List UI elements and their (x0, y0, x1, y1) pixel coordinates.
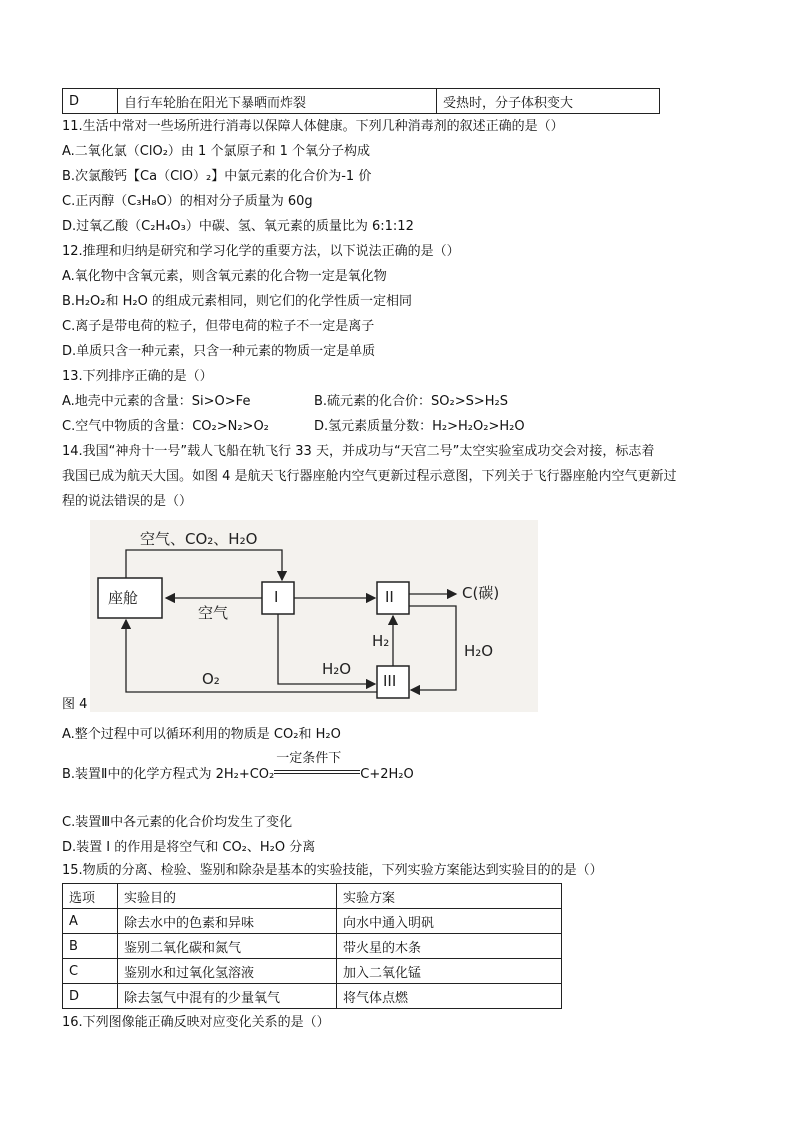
table-cell: D (63, 984, 118, 1009)
table-cell-phenomenon: 自行车轮胎在阳光下暴晒而炸裂 (118, 89, 437, 114)
arrow-3-to-cabin (126, 620, 377, 692)
header-option: 选项 (63, 884, 118, 909)
label-air-co2-h2o: 空气、CO₂、H₂O (140, 530, 258, 548)
q14-option-d: D.装置 I 的作用是将空气和 CO₂、H₂O 分离 (62, 840, 316, 855)
q14-stem-line3: 程的说法错误的是（） (62, 494, 193, 509)
q13-option-c: C.空气中物质的含量：CO₂>N₂>O₂ (62, 419, 269, 434)
header-purpose: 实验目的 (118, 884, 337, 909)
table-row (63, 89, 660, 114)
q13-option-d: D.氢元素质量分数：H₂>H₂O₂>H₂O (314, 419, 525, 434)
table-row (63, 959, 562, 984)
q14-option-a: A.整个过程中可以循环利用的物质是 CO₂和 H₂O (62, 727, 341, 742)
q14-stem-line2: 我国已成为航天大国。如图 4 是航天飞行器座舱内空气更新过程示意图，下列关于飞行器座舱内空气更新过 (62, 469, 677, 484)
reaction-condition: 一定条件下 (276, 751, 342, 766)
table-row (63, 934, 562, 959)
table-cell-explanation: 受热时，分子体积变大 (437, 89, 660, 114)
table-cell: B (63, 934, 118, 959)
header-plan: 实验方案 (337, 884, 562, 909)
label-device-3: III (383, 672, 397, 690)
q11-option-b: B.次氯酸钙【Ca（ClO）₂】中氯元素的化合价为-1 价 (62, 169, 372, 184)
table-cell: 向水中通入明矾 (337, 909, 562, 934)
table-cell: 鉴别水和过氧化氢溶液 (118, 959, 337, 984)
arrow-2-to-3 (409, 606, 456, 690)
table-cell: 除去水中的色素和异味 (118, 909, 337, 934)
q12-option-c: C.离子是带电荷的粒子，但带电荷的粒子不一定是离子 (62, 319, 375, 334)
figure-4-caption: 图 4 (62, 697, 88, 712)
table-cell: 除去氢气中混有的少量氧气 (118, 984, 337, 1009)
table-cell-option: D (63, 89, 118, 114)
reaction-condition-arrow (274, 751, 360, 784)
table-cell: 鉴别二氧化碳和氮气 (118, 934, 337, 959)
table-cell: C (63, 959, 118, 984)
figure-4-diagram (90, 520, 538, 712)
table-row (63, 984, 562, 1009)
label-device-1: I (274, 588, 279, 606)
q14-stem-line1: 14.我国“神舟十一号”载人飞船在轨飞行 33 天，并成功与“天宫二号”太空实验室成功交会对接，标志着 (62, 444, 655, 459)
q11-stem: 11.生活中常对一些场所进行消毒以保障人体健康。下列几种消毒剂的叙述正确的是（） (62, 119, 564, 134)
q13-option-a: A.地壳中元素的含量：Si>O>Fe (62, 394, 251, 409)
q13-stem: 13.下列排序正确的是（） (62, 369, 213, 384)
q12-option-d: D.单质只含一种元素，只含一种元素的物质一定是单质 (62, 344, 376, 359)
label-device-2: II (385, 588, 394, 606)
q16-stem: 16.下列图像能正确反映对应变化关系的是（） (62, 1015, 330, 1030)
top-table (62, 88, 660, 114)
label-h2o-right: H₂O (464, 642, 494, 660)
table-header-row (63, 884, 562, 909)
label-o2: O₂ (202, 670, 220, 688)
q14-option-b (62, 751, 414, 784)
table-cell: A (63, 909, 118, 934)
q12-option-b: B.H₂O₂和 H₂O 的组成元素相同，则它们的化学性质一定相同 (62, 294, 412, 309)
q11-option-a: A.二氧化氯（ClO₂）由 1 个氯原子和 1 个氧分子构成 (62, 144, 371, 159)
q11-option-d: D.过氧乙酸（C₂H₄O₃）中碳、氢、氧元素的质量比为 6:1:12 (62, 219, 414, 234)
table-cell: 将气体点燃 (337, 984, 562, 1009)
q12-stem: 12.推理和归纳是研究和学习化学的重要方法，以下说法正确的是（） (62, 244, 460, 259)
label-air: 空气 (198, 604, 229, 622)
q14-option-b-prefix: B.装置Ⅱ中的化学方程式为 2H₂+CO₂ (62, 767, 275, 782)
q14-option-b-suffix: C+2H₂O (360, 767, 414, 782)
q14-option-c: C.装置Ⅲ中各元素的化合价均发生了变化 (62, 815, 293, 830)
q15-table (62, 883, 562, 1009)
q13-option-b: B.硫元素的化合价：SO₂>S>H₂S (314, 394, 509, 409)
label-carbon: C(碳) (462, 584, 500, 602)
table-cell: 加入二氧化锰 (337, 959, 562, 984)
table-cell: 带火星的木条 (337, 934, 562, 959)
arrow-cabin-to-1 (126, 550, 282, 580)
q15-stem: 15.物质的分离、检验、鉴别和除杂是基本的实验技能，下列实验方案能达到实验目的的是（） (62, 863, 603, 878)
label-h2o-bottom: H₂O (322, 660, 352, 678)
q11-option-c: C.正丙醇（C₃H₈O）的相对分子质量为 60g (62, 194, 313, 209)
label-h2: H₂ (372, 632, 390, 650)
q12-option-a: A.氧化物中含氧元素，则含氧元素的化合物一定是氧化物 (62, 269, 387, 284)
table-row (63, 909, 562, 934)
label-cabin: 座舱 (108, 589, 139, 607)
